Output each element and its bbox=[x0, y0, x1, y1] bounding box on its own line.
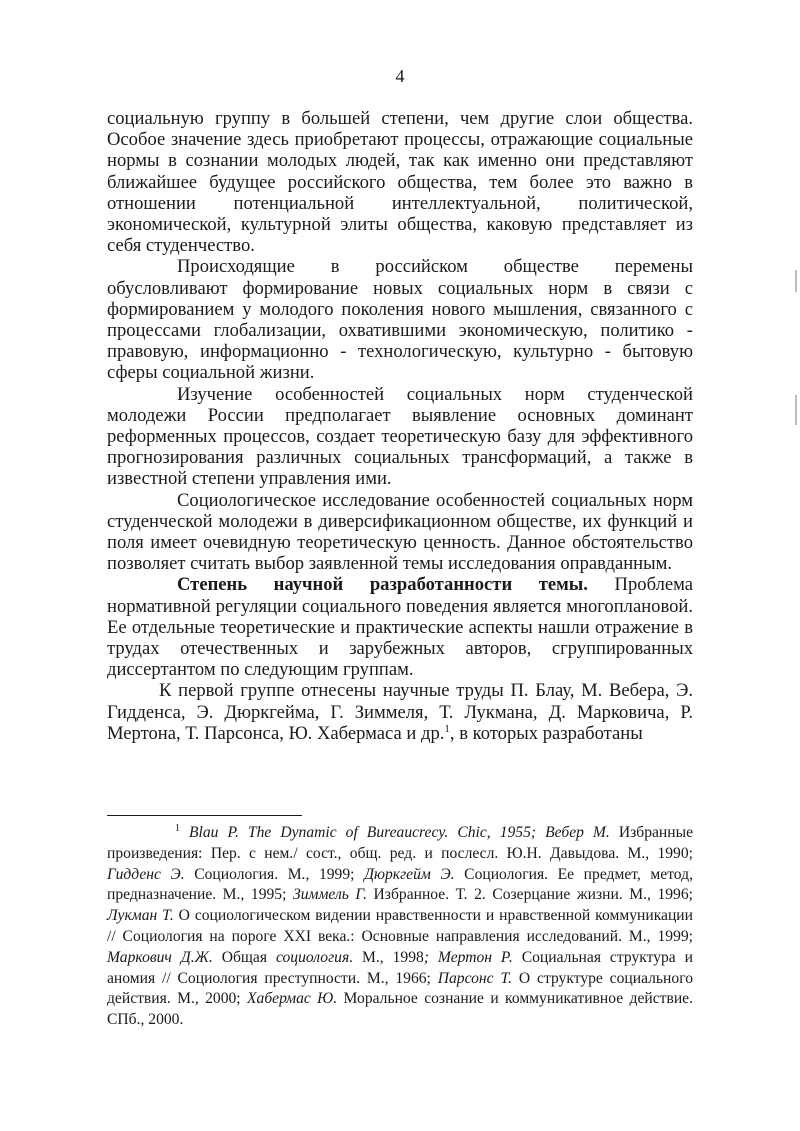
footnote-citation-text: Общая bbox=[212, 948, 276, 966]
scan-edge-mark bbox=[795, 270, 797, 292]
footnote-citation-author: Лукман Т. bbox=[107, 907, 174, 925]
scan-edge-mark bbox=[795, 395, 797, 425]
footnote-citation-text: Избранное. Т. 2. Созерцание жизни. М., 1996; bbox=[366, 886, 693, 904]
footnote-citation-author: Парсонс Т. bbox=[437, 969, 513, 987]
footnote-citation-text: О социологическом видении нравственности и нравственной коммуникации // Социология на пороге XXI века.: Основные направления исследований. М., 1999; bbox=[107, 907, 693, 945]
paragraph-4: Социологическое исследование особенностей социальных норм студенческой молодежи в диверсификационном обществе, их функций и поля имеет очевидную теоретическую ценность. Данное обстоятельство позволяет считать выбор заявленной темы исследования оправданным. bbox=[107, 489, 693, 575]
footnote-citation-author: Гидденс Э. bbox=[107, 865, 185, 883]
paragraph-2: Происходящие в российском обществе перемены обусловливают формирование новых социальных норм в связи с формированием у молодого поколения нового мышления, связанного с процессами глобализации, охватившими экономическую, политико - правовую, информационно - технологическую, культурно - бытовую сферы социальной жизни. bbox=[107, 256, 693, 384]
footnote-citation-text: О структуре социального действия. М., 2000; bbox=[107, 969, 693, 1008]
section-heading: Степень научной разработанности темы. bbox=[177, 574, 588, 596]
footnote-citation-author: Зиммель Г. bbox=[292, 886, 367, 904]
footnote-citation-author: социология. bbox=[275, 948, 354, 966]
footnote bbox=[107, 823, 693, 1031]
paragraph-6-tail: , в которых разработаны bbox=[449, 722, 643, 744]
footnote-citation-text: Моральное сознание и коммуникативное действие. СПб., 2000. bbox=[107, 990, 694, 1029]
paragraph-1: социальную группу в большей степени, чем другие слои общества. Особое значение здесь приобретают процессы, отражающие социальные нормы в сознании молодых людей, так как именно они представляют ближайшее будущее российского общества, тем более это важно в отношении потенциальной интеллектуальной, политической, экономической, культурной элиты общества, каковую представляет из себя студенчество. bbox=[107, 108, 693, 257]
paragraph-5-text: Проблема нормативной регуляции социального поведения является многоплановой. Ее отдельные теоретические и практические аспекты нашли отражение в трудах отечественных и зарубежных авторов, сгруппированных диссертантом по следующим группам. bbox=[107, 574, 693, 681]
footnote-reference[interactable]: 1 bbox=[444, 722, 450, 735]
footnote-mark: 1 bbox=[175, 822, 180, 834]
footnote-divider bbox=[107, 815, 302, 816]
footnote-citation-author: ; Мертон Р. bbox=[423, 948, 513, 966]
footnote-citation-author: Blau P. The Dynamic of Bureaucrecy. Chic, 1955; Вебер М. bbox=[189, 824, 610, 841]
footnote-citation-text: М., 1998 bbox=[353, 948, 424, 966]
footnote-citation-text: Избранные произведения: Пер. с нем./ сост., общ. ред. и послесл. Ю.Н. Давыдова. М., 1990; bbox=[107, 824, 694, 862]
footnote-citation-text: Социология. Ее предмет, метод, предназначение. М., 1995; bbox=[107, 865, 693, 904]
paragraph-5 bbox=[107, 574, 693, 680]
footnote-citation-author: Дюркгейм Э. bbox=[364, 865, 455, 883]
footnote-citation-text: Социальная структура и аномия // Социология преступности. М., 1966; bbox=[107, 948, 693, 987]
paragraph-6 bbox=[107, 680, 693, 744]
paragraph-6-text: К первой группе отнесены научные труды П. Блау, М. Вебера, Э. Гидденса, Э. Дюркгейма, Г. Зиммеля, Т. Лукмана, Д. Марковича, Р. Мертона, Т. Парсонса, Ю. Хабермаса и др. bbox=[107, 680, 693, 744]
footnote-citation-author: Маркович Д.Ж. bbox=[107, 948, 213, 966]
footnote-text bbox=[107, 824, 693, 1028]
footnote-citation-text: Социология. М., 1999; bbox=[184, 865, 365, 883]
paragraph-3: Изучение особенностей социальных норм студенческой молодежи России предполагает выявление основных доминант реформенных процессов, создает теоретическую базу для эффективного прогнозирования различных социальных трансформаций, а также в известной степени управления ими. bbox=[107, 383, 693, 490]
body-text bbox=[107, 108, 693, 744]
footnote-citation-author: Хабермас Ю. bbox=[247, 990, 338, 1008]
page-number: 4 bbox=[395, 66, 405, 86]
